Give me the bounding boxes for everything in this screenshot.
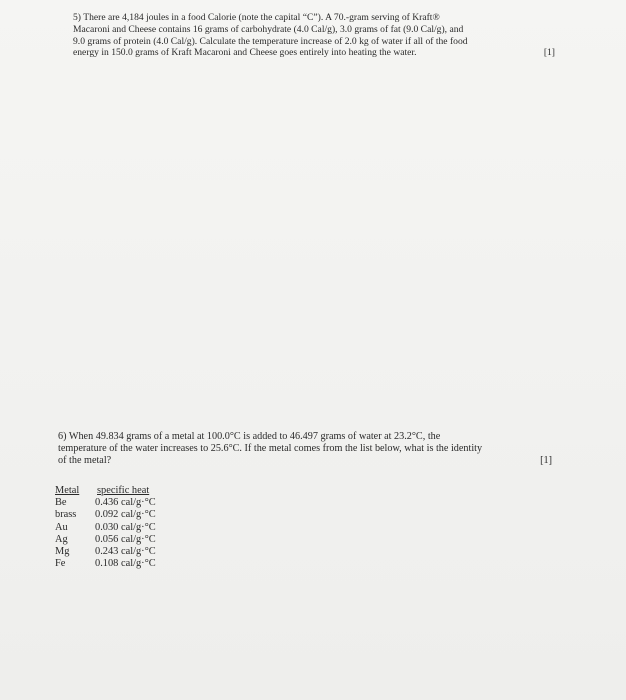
specific-heat-column-header: specific heat [97,485,150,496]
question-5 [73,12,573,59]
specific-heat-value: 0.108 cal/g·°C [95,558,156,570]
specific-heat-value: 0.243 cal/g·°C [95,546,156,558]
table-row [55,534,156,546]
question-5-line [73,47,573,59]
question-5-line: 9.0 grams of protein (4.0 Cal/g). Calculate the temperature increase of 2.0 kg of water if all of the food [73,35,468,47]
specific-heat-value: 0.092 cal/g·°C [95,509,156,521]
metal-name: Fe [55,558,66,570]
specific-heat-value: 0.056 cal/g·°C [95,533,156,545]
metal-name: Ag [55,533,68,545]
specific-heat-value: 0.436 cal/g·°C [95,497,156,509]
question-6-line: temperature of the water increases to 25.6°C. If the metal comes from the list below, what is the identity [58,443,483,455]
question-6-points: [1] [540,455,552,467]
metal-name: Mg [55,546,70,558]
table-row [55,509,156,521]
question-6 [58,431,578,468]
question-6-line-text: of the metal? [58,455,112,467]
metals-table-header [55,485,156,497]
table-row [55,522,156,534]
metal-name: Be [55,497,67,509]
metal-name: brass [55,509,77,521]
table-row [55,558,156,570]
metals-table [55,485,156,570]
question-5-line: 5) There are 4,184 joules in a food Calorie (note the capital “C”). A 70.-gram serving of Kraft® [73,12,440,23]
question-5-points: [1] [543,47,555,59]
metal-column-header: Metal [55,485,80,496]
specific-heat-value: 0.030 cal/g·°C [95,521,156,533]
question-6-line: 6) When 49.834 grams of a metal at 100.0°C is added to 46.497 grams of water at 23.2°C, the [58,431,441,442]
question-5-line: Macaroni and Cheese contains 16 grams of carbohydrate (4.0 Cal/g), 3.0 grams of fat (9.0 Cal/g), and [73,23,464,35]
question-5-line-text: energy in 150.0 grams of Kraft Macaroni and Cheese goes entirely into heating the water. [73,47,417,59]
metal-name: Au [55,521,68,533]
table-row [55,497,156,509]
question-6-line [58,455,578,467]
table-row [55,546,156,558]
